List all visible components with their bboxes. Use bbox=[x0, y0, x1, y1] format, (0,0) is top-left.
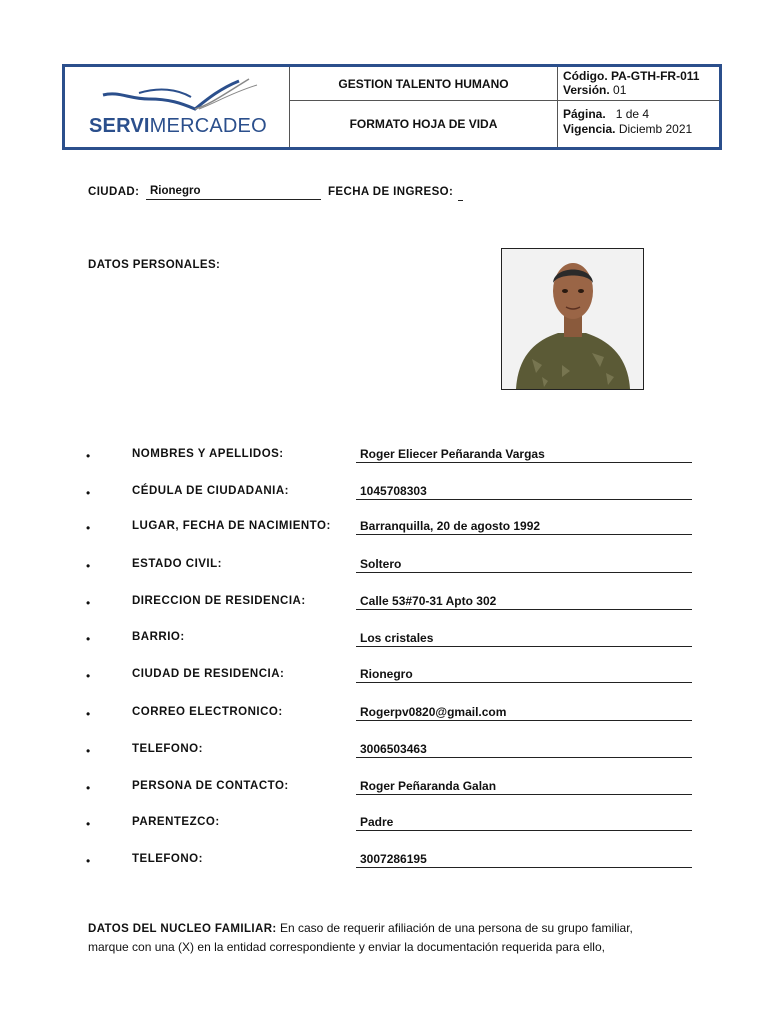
bullet: • bbox=[86, 486, 91, 500]
value-correo: Rogerpv0820@gmail.com bbox=[356, 705, 692, 721]
value-nacimiento: Barranquilla, 20 de agosto 1992 bbox=[356, 519, 692, 535]
label-barrio: BARRIO: bbox=[132, 631, 185, 643]
label-telefono: TELEFONO: bbox=[132, 743, 203, 755]
value-cedula: 1045708303 bbox=[356, 484, 692, 500]
company-logo bbox=[65, 67, 290, 147]
vigencia-value: Diciemb 2021 bbox=[618, 122, 693, 136]
label-telefono-contacto: TELEFONO: bbox=[132, 853, 203, 865]
label-estado-civil: ESTADO CIVIL: bbox=[132, 558, 222, 570]
bullet: • bbox=[86, 707, 91, 721]
logo-wordmark: SERVIMERCADEO bbox=[89, 115, 267, 137]
ciudad-value: Rionegro bbox=[146, 185, 321, 200]
bullet: • bbox=[86, 854, 91, 868]
department-title: GESTION TALENTO HUMANO bbox=[290, 67, 558, 101]
value-barrio: Los cristales bbox=[356, 631, 692, 647]
nucleo-familiar-line1: En caso de requerir afiliación de una persona de su grupo familiar, bbox=[280, 921, 633, 935]
bullet: • bbox=[86, 449, 91, 463]
codigo-label: Código. PA-GTH-FR-011 bbox=[563, 69, 700, 83]
nucleo-familiar-paragraph bbox=[88, 919, 688, 956]
bullet: • bbox=[86, 781, 91, 795]
value-parentezco: Padre bbox=[356, 815, 692, 831]
bullet: • bbox=[86, 744, 91, 758]
label-cedula: CÉDULA DE CIUDADANIA: bbox=[132, 485, 290, 497]
value-telefono: 3006503463 bbox=[356, 742, 692, 758]
code-version-cell bbox=[558, 67, 719, 101]
document-header bbox=[62, 64, 722, 150]
fecha-ingreso-label: FECHA DE INGRESO: bbox=[328, 186, 454, 198]
form-title: FORMATO HOJA DE VIDA bbox=[290, 101, 558, 147]
value-persona-contacto: Roger Peñaranda Galan bbox=[356, 779, 692, 795]
label-persona-contacto: PERSONA DE CONTACTO: bbox=[132, 780, 289, 792]
label-parentezco: PARENTEZCO: bbox=[132, 816, 220, 828]
nucleo-familiar-line2: marque con una (X) en la entidad correspondiente y enviar la documentación requerida para ello, bbox=[88, 940, 605, 954]
nucleo-familiar-title: DATOS DEL NUCLEO FAMILIAR: bbox=[88, 923, 277, 935]
page-validity-cell bbox=[558, 101, 719, 147]
version-label: Versión. bbox=[563, 83, 610, 97]
bullet: • bbox=[86, 817, 91, 831]
value-estado-civil: Soltero bbox=[356, 557, 692, 573]
pagina-label: Página. bbox=[563, 107, 606, 121]
value-ciudad-residencia: Rionegro bbox=[356, 667, 692, 683]
label-nombres: NOMBRES Y APELLIDOS: bbox=[132, 448, 284, 460]
value-telefono-contacto: 3007286195 bbox=[356, 852, 692, 868]
label-nacimiento: LUGAR, FECHA DE NACIMIENTO: bbox=[132, 520, 331, 532]
bullet: • bbox=[86, 632, 91, 646]
version-value: 01 bbox=[613, 83, 627, 97]
profile-photo bbox=[501, 248, 644, 390]
bird-logo-icon bbox=[99, 73, 269, 117]
bullet: • bbox=[86, 669, 91, 683]
label-correo: CORREO ELECTRONICO: bbox=[132, 706, 283, 718]
fecha-ingreso-value bbox=[458, 185, 463, 201]
value-nombres: Roger Eliecer Peñaranda Vargas bbox=[356, 447, 692, 463]
bullet: • bbox=[86, 596, 91, 610]
value-direccion: Calle 53#70-31 Apto 302 bbox=[356, 594, 692, 610]
section-title-datos-personales: DATOS PERSONALES: bbox=[88, 259, 221, 271]
vigencia-label: Vigencia. bbox=[563, 122, 616, 136]
pagina-value: 1 de 4 bbox=[615, 107, 650, 121]
bullet: • bbox=[86, 559, 91, 573]
label-ciudad-residencia: CIUDAD DE RESIDENCIA: bbox=[132, 668, 285, 680]
label-direccion: DIRECCION DE RESIDENCIA: bbox=[132, 595, 306, 607]
bullet: • bbox=[86, 521, 91, 535]
ciudad-label: CIUDAD: bbox=[88, 186, 140, 198]
